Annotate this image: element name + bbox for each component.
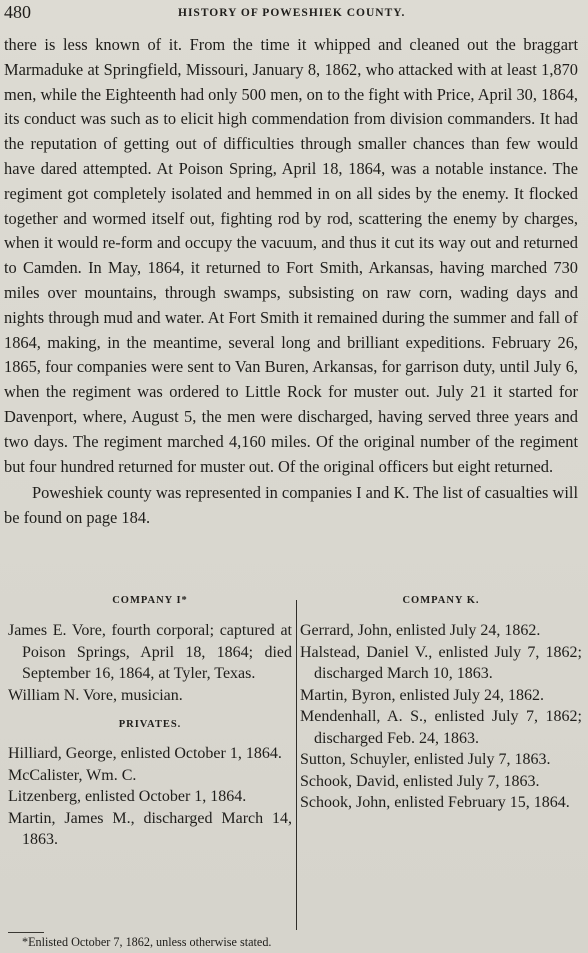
footnote-rule — [8, 932, 44, 933]
paragraph-regiment-history: there is less known of it. From the time it whipped and cleaned out the braggart Marmaduke at Springfield, Missouri, January 8, 1862, who attacked with at least 1,870 men, while the Eighteenth had only 500 men, on to the fight with Price, April 30, 1864, its conduct was such as to elicit high commendation from division commanders. It had the reputation of getting out of difficulties through smaller chances than few would have dared attempted. At Poison Spring, April 18, 1864, was a notable instance. The regiment got completely isolated and hemmed in on all sides by the enemy. It flocked together and wormed itself out, fighting rod by rod, scattering the enemy by charges, when it would re-form and occupy the vacuum, and thus it cut its way out and returned to Camden. In May, 1864, it returned to Fort Smith, Arkansas, having marched 730 miles over mountains, through swamps, subsisting on raw corn, wading days and nights through mud and water. At Fort Smith it remained during the summer and fall of 1864, making, in the meantime, several long and brilliant expeditions. February 26, 1865, four companies were sent to Van Buren, Arkansas, for garrison duty, until July 6, when the regiment was ordered to Little Rock for muster out. July 21 it started for Davenport, where, August 5, the men were discharged, having served three years and two days. The regiment marched 4,160 miles. Of the original number of the regiment but four hundred returned for muster out. Of the original officers but eight returned. — [4, 35, 578, 476]
page-number: 480 — [4, 2, 31, 22]
company-i-column — [8, 592, 292, 851]
roster-entry: Gerrard, John, enlisted July 24, 1862. — [300, 622, 541, 639]
roster-entry: Sutton, Schuyler, enlisted July 7, 1863. — [300, 751, 551, 768]
roster-entry: James E. Vore, fourth corporal; captured at Poison Springs, April 18, 1864; died September 16, 1864, at Tyler, Texas. — [8, 622, 292, 682]
column-divider — [296, 600, 297, 930]
company-i-heading: COMPANY I* — [112, 595, 188, 606]
roster-entry: Litzenberg, enlisted October 1, 1864. — [8, 788, 247, 805]
roster-entry: William N. Vore, musician. — [8, 686, 183, 704]
roster-entry: Mendenhall, A. S., enlisted July 7, 1862; discharged Feb. 24, 1863. — [300, 708, 582, 747]
page-header — [4, 2, 584, 24]
company-k-heading: COMPANY K. — [402, 595, 480, 606]
running-head: HISTORY OF POWESHIEK COUNTY. — [178, 7, 406, 19]
roster-entry: Martin, James M., discharged March 14, 1863. — [8, 809, 292, 848]
roster-entry: McCalister, Wm. C. — [8, 766, 137, 784]
roster-columns — [4, 592, 582, 932]
roster-entry: Martin, Byron, enlisted July 24, 1862. — [300, 686, 544, 704]
company-k-column — [300, 592, 582, 814]
roster-entry: Hilliard, George, enlisted October 1, 1864. — [8, 745, 282, 762]
body-text — [4, 33, 578, 531]
privates-heading: PRIVATES. — [118, 719, 182, 730]
roster-entry: Schook, John, enlisted February 15, 1864. — [300, 794, 570, 811]
roster-entry: Schook, David, enlisted July 7, 1863. — [300, 772, 540, 790]
footnote: *Enlisted October 7, 1862, unless otherwise stated. — [22, 935, 272, 949]
paragraph-county-representation: Poweshiek county was represented in companies I and K. The list of casualties will be found on page 184. — [4, 483, 578, 528]
roster-entry: Halstead, Daniel V., enlisted July 7, 1862; discharged March 10, 1863. — [300, 643, 582, 682]
